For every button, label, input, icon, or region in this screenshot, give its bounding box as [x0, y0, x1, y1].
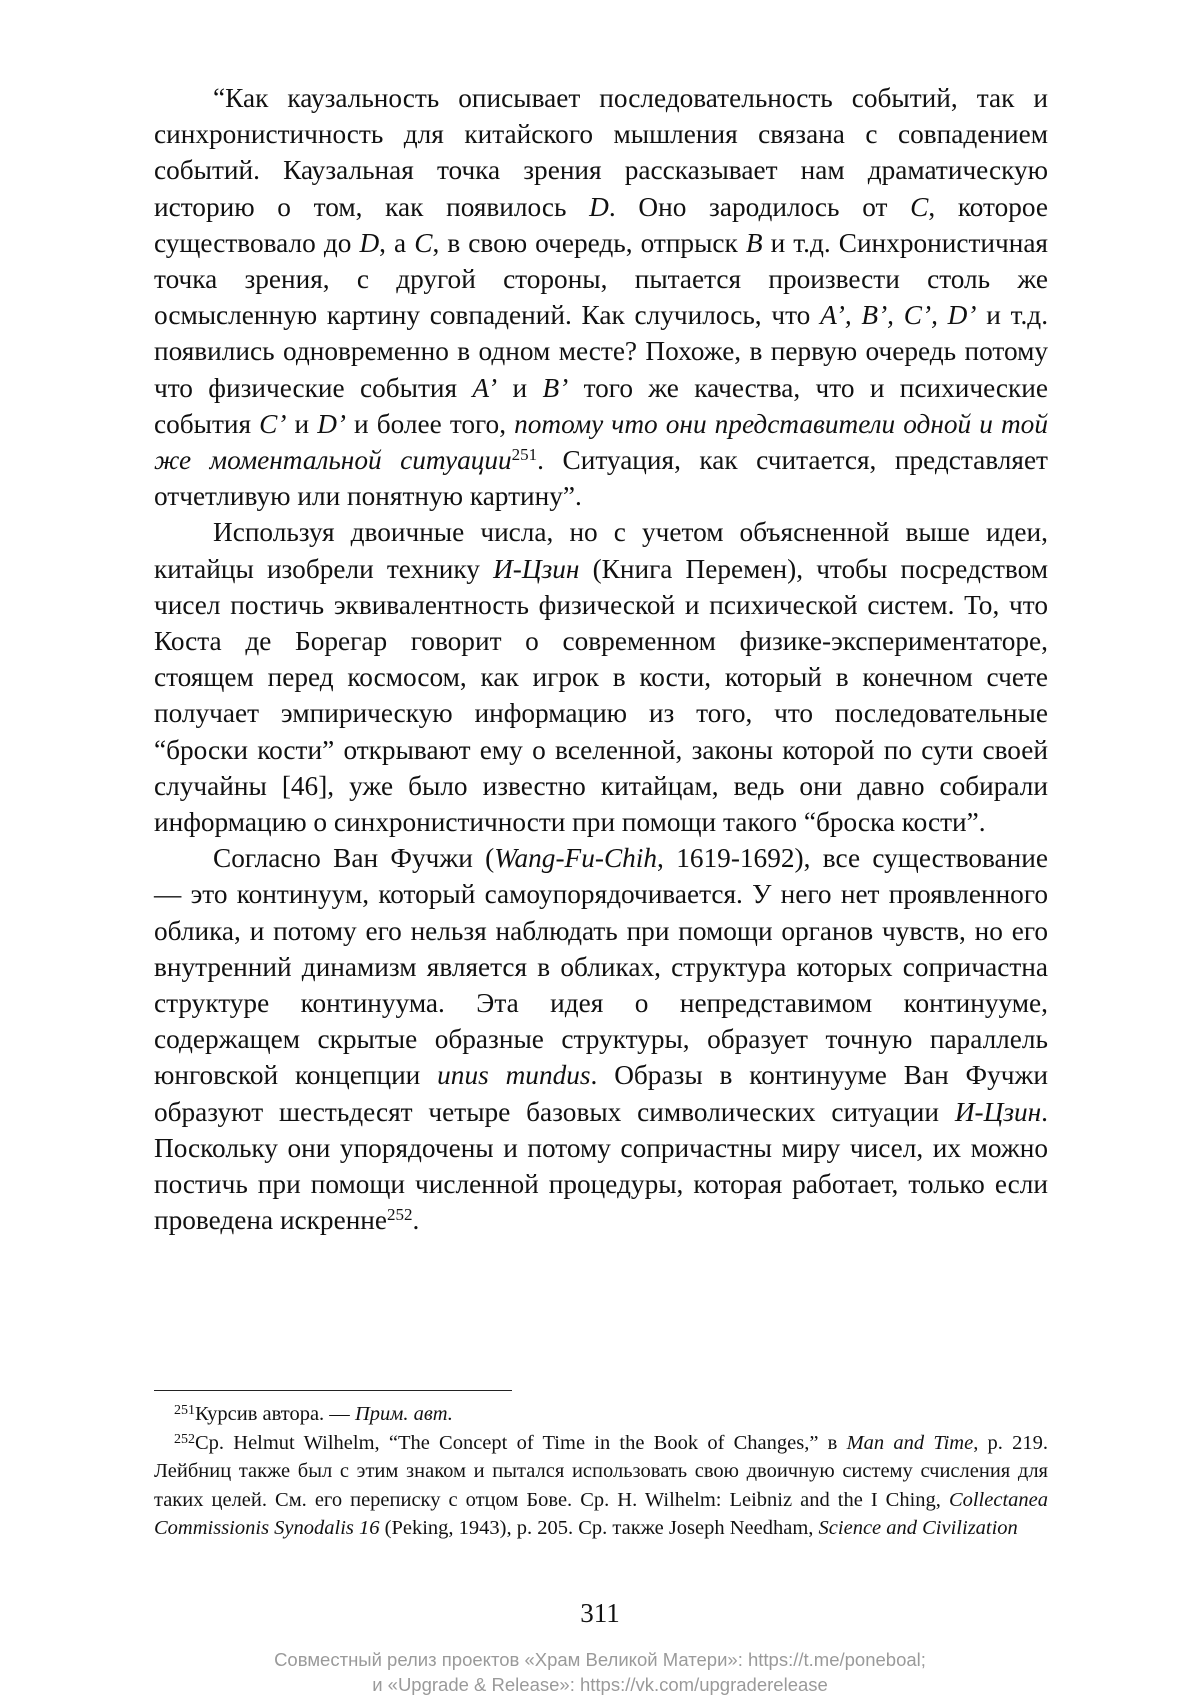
footnote-separator [154, 1390, 512, 1391]
footnote-251 [154, 1400, 1048, 1429]
text-run: . Оно зародилось от [608, 191, 911, 222]
text-run: и [286, 408, 318, 439]
text-run: , которое существовало до [154, 191, 1049, 258]
paragraph-3 [154, 840, 1048, 1238]
text-run: Согласно Ван Фучжи ( [213, 843, 495, 874]
italic-text: C’ [259, 408, 287, 439]
italic-text: Man and Time [846, 1431, 974, 1454]
text-run: и более того, [346, 408, 515, 439]
footnote-ref: 251 [511, 445, 538, 465]
text-run: Ср. Helmut Wilhelm, “The Concept of Time in the Book of Changes,” в [195, 1431, 847, 1454]
footnote-ref: 252 [174, 1431, 195, 1447]
italic-text: unus mundus [437, 1060, 591, 1091]
text-run: и т.д. появились одновременно в одном месте? Похоже, в первую очередь потому что физические события [154, 300, 1049, 403]
footnote-ref: 251 [174, 1403, 195, 1418]
body-text [154, 80, 1048, 1239]
italic-text: B’ [542, 372, 569, 403]
text-run: , в свою очередь, отпрыск [432, 227, 746, 258]
footnote-252 [154, 1429, 1048, 1543]
watermark-line-1: Совместный релиз проектов «Храм Великой Матери»: https://t.me/poneboal; [274, 1649, 926, 1670]
text-run: , p. 219. Лейбниц также был с этим знаком и пытался использовать свою двоичную систему счисления для таких целей. См. его переписку с отцом Бове. Ср. H. Wilhelm: Leibniz and the I Ching, [154, 1431, 1049, 1511]
footnotes [154, 1400, 1048, 1543]
text-run: “Как каузальность описывает последовательность событий, так и синхронистичность для китайского мышления связана с совпадением событий. Каузальная точка зрения рассказывает нам драматическую историю о том, как появилось [154, 83, 1048, 222]
italic-text: C [414, 227, 433, 258]
paragraph-2 [154, 514, 1048, 840]
release-watermark [0, 1647, 1200, 1697]
text-run: . Поскольку они упорядочены и потому сопричастны миру чисел, их можно постичь при помощи численной процедуры, которая работает, только если проведена искренне [154, 1096, 1048, 1236]
italic-text: A’, B’, C’, D’ [820, 300, 977, 331]
text-run: . Ситуация, как считается, представляет отчетливую или понятную картину”. [154, 445, 1048, 512]
italic-text: И-Цзин [493, 553, 580, 584]
text-run: Курсив автора. — [195, 1403, 355, 1425]
text-run: того же качества, что и психические события [154, 372, 1048, 439]
text-run: (Книга Перемен), чтобы посредством чисел постичь эквивалентность физической и психической систем. То, что Коста де Борегар говорит о современном физике-экспериментаторе, стоящем перед космосом, как игрок в кости, который в конечном счете получает эмпирическую информацию из того, что последовательные “броски кости” открывают ему о вселенной, законы которой по сути своей случайны [46], уже было известно китайцам, ведь они давно собирали информацию о синхронистичности при помощи такого “броска кости”. [154, 553, 1048, 838]
italic-text: Science and Civilization [818, 1517, 1018, 1540]
italic-text: D [589, 191, 609, 222]
text-run: и [497, 372, 543, 403]
italic-text: Wang-Fu-Chih [494, 843, 658, 874]
text-run: , а [379, 227, 415, 258]
page-number: 311 [580, 1598, 620, 1628]
italic-text: C [910, 191, 929, 222]
italic-text: B [745, 227, 763, 258]
text-run: Используя двоичные числа, но с учетом объясненной выше идеи, китайцы изобрели технику [154, 517, 1048, 584]
italic-text: D [359, 227, 380, 258]
watermark-line-2: и «Upgrade & Release»: https://vk.com/upgraderelease [372, 1674, 828, 1695]
paragraph-1 [154, 80, 1048, 514]
italic-text: A’ [472, 372, 498, 403]
italic-text: И-Цзин [954, 1096, 1042, 1127]
italic-text: Collectanea Commissionis Synodalis 16 [154, 1488, 1048, 1540]
italic-text: Прим. авт. [354, 1403, 453, 1425]
text-run: . Образы в континууме Ван Фучжи образуют шестьдесят четыре базовых символических ситуации [154, 1060, 1048, 1127]
text-run: , 1619-1692), все существование — это континуум, который самоупорядочивается. У него нет проявленного облика, и потому его нельзя наблюдать при помощи органов чувств, но его внутренний динамизм является в обликах, структура которых сопричастна структуре континуума. Эта идея о непредставимом континууме, содержащем скрытые образные структуры, образует точную параллель юнговской концепции [154, 843, 1048, 1091]
text-run: и т.д. Синхронистичная точка зрения, с другой стороны, пытается произвести столь же осмысленную картину совпадений. Как случилось, что [154, 227, 1048, 331]
text-run: . [412, 1205, 420, 1236]
footnote-ref: 252 [387, 1205, 413, 1225]
italic-text: D’ [317, 408, 346, 439]
italic-text: потому что они представители одной и той же моментальной ситуации [154, 408, 1048, 476]
text-run: (Peking, 1943), p. 205. Ср. также Joseph Needham, [379, 1517, 819, 1540]
